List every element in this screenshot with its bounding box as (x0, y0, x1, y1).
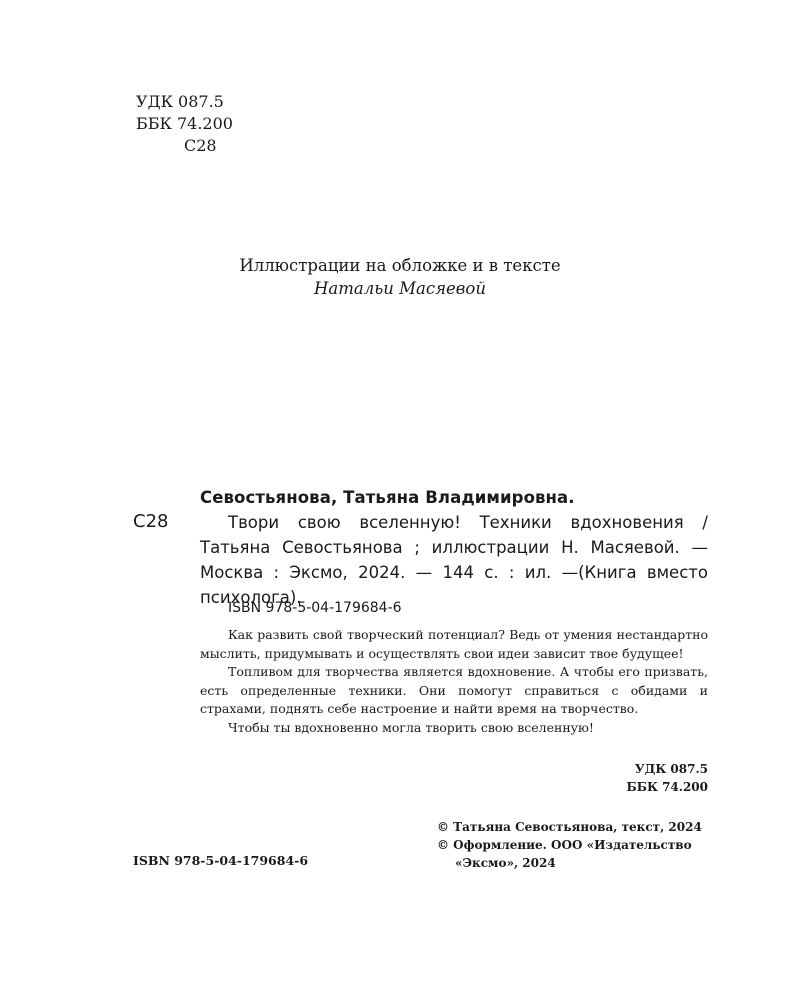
copyright-block (437, 818, 702, 872)
illustrations-line: Иллюстрации на обложке и в тексте (239, 256, 561, 275)
copyright-publisher: «Эксмо», 2024 (455, 856, 556, 870)
annotation-bbk: ББК 74.200 (626, 780, 708, 794)
classification-block (136, 91, 233, 157)
illustrations-credit (0, 254, 800, 300)
udk-code: УДК 087.5 (136, 92, 224, 111)
annotation-udk: УДК 087.5 (634, 762, 708, 776)
isbn-bottom: ISBN 978-5-04-179684-6 (133, 853, 309, 868)
annotation-paragraph: Топливом для творчества является вдохновение. А чтобы его призвать, есть определенные техники. Они помогут справиться с обидами и страхами, поднять себе настроение и найти время на творчество. (200, 664, 708, 716)
author-mark: С28 (184, 136, 217, 155)
annotation-paragraph: Как развить свой творческий потенциал? Ведь от умения нестандартно мыслить, придумывать и осуществлять свои идеи зависит твое будущее! (200, 627, 708, 661)
catalog-record (200, 485, 708, 610)
annotation-paragraph: Чтобы ты вдохновенно могла творить свою вселенную! (228, 719, 594, 735)
catalog-isbn: ISBN 978-5-04-179684-6 (228, 600, 402, 616)
copyright-text: © Татьяна Севостьянова, текст, 2024 (437, 820, 702, 834)
bbk-code: ББК 74.200 (136, 114, 233, 133)
catalog-author-mark: С28 (133, 511, 169, 532)
catalog-author: Севостьянова, Татьяна Владимировна. (200, 488, 575, 507)
copyright-design: © Оформление. ООО «Издательство (437, 838, 692, 852)
illustrator-name: Натальи Масяевой (314, 279, 486, 298)
annotation (200, 626, 708, 737)
catalog-description: Твори свою вселенную! Техники вдохновения / Татьяна Севостьянова ; иллюстрации Н. Масяевой. — Москва : Эксмо, 2024. — 144 с. : ил. —(Книга вместо психолога). (200, 513, 708, 607)
annotation-classification (560, 760, 708, 796)
